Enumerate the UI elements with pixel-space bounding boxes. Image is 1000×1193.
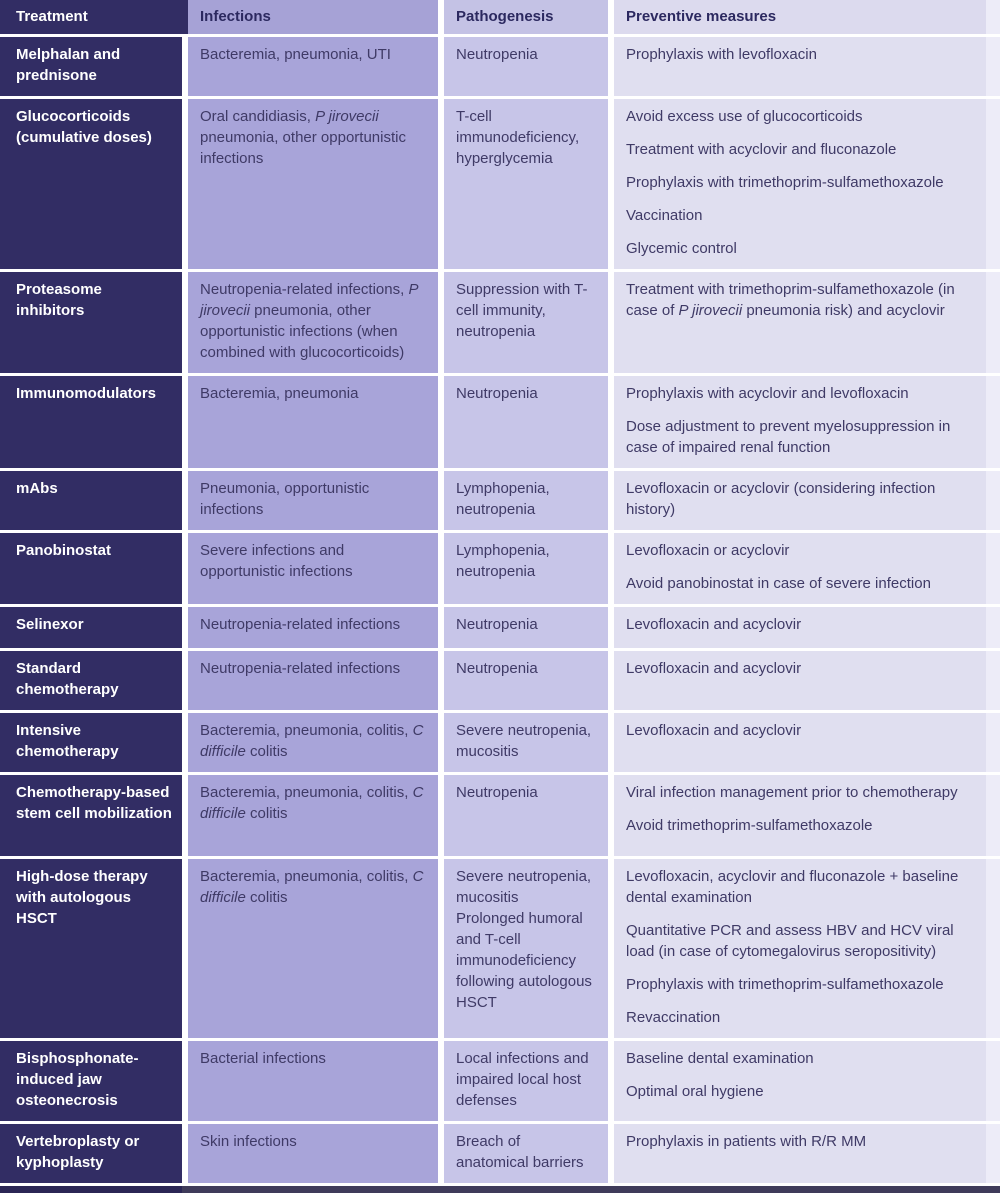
pathogenesis-cell: Lymphopenia, neutropenia xyxy=(444,471,608,530)
table-bottom-border xyxy=(0,1186,1000,1193)
table-right-edge xyxy=(986,651,1000,710)
table-right-edge xyxy=(986,99,1000,269)
infections-cell: Severe infections and opportunistic infections xyxy=(188,533,438,604)
table-row xyxy=(0,1124,1000,1183)
table-row xyxy=(0,713,1000,772)
table-row xyxy=(0,471,1000,530)
treatment-cell: Proteasome inhibitors xyxy=(0,272,182,373)
pathogenesis-cell: Lymphopenia, neutropenia xyxy=(444,533,608,604)
treatment-cell: mAbs xyxy=(0,471,182,530)
table-row xyxy=(0,376,1000,468)
preventive-measures-cell: Prophylaxis with levofloxacin xyxy=(614,37,986,96)
preventive-measures-cell: Baseline dental examination Optimal oral hygiene xyxy=(614,1041,986,1121)
infections-cell: Bacteremia, pneumonia xyxy=(188,376,438,468)
table-right-edge xyxy=(986,859,1000,1038)
pathogenesis-cell: Neutropenia xyxy=(444,607,608,648)
table-bottom-border-right xyxy=(182,1186,1000,1193)
table-right-edge xyxy=(986,272,1000,373)
table-row xyxy=(0,1041,1000,1121)
treatment-cell: Intensive chemotherapy xyxy=(0,713,182,772)
column-header-infections: Infections xyxy=(188,0,438,34)
preventive-measures-cell: Levofloxacin and acyclovir xyxy=(614,607,986,648)
pathogenesis-cell: Severe neutropenia, mucositis xyxy=(444,713,608,772)
infections-cell: Neutropenia-related infections xyxy=(188,651,438,710)
treatment-cell: Selinexor xyxy=(0,607,182,648)
preventive-measures-cell: Levofloxacin and acyclovir xyxy=(614,651,986,710)
infections-cell: Bacterial infections xyxy=(188,1041,438,1121)
table-header-row xyxy=(0,0,1000,34)
table-row xyxy=(0,37,1000,96)
infections-cell: Bacteremia, pneumonia, UTI xyxy=(188,37,438,96)
table-row xyxy=(0,533,1000,604)
preventive-measures-cell: Treatment with trimethoprim-sulfamethoxazole (in case of P jirovecii pneumonia risk) and acyclovir xyxy=(614,272,986,373)
column-header-pathogenesis: Pathogenesis xyxy=(444,0,608,34)
column-header-preventive-measures: Preventive measures xyxy=(614,0,986,34)
treatment-cell: Melphalan and prednisone xyxy=(0,37,182,96)
infections-cell: Neutropenia-related infections, P jirovecii pneumonia, other opportunistic infections (when combined with glucocorticoids) xyxy=(188,272,438,373)
pathogenesis-cell: Neutropenia xyxy=(444,651,608,710)
treatment-cell: Vertebroplasty or kyphoplasty xyxy=(0,1124,182,1183)
table-row xyxy=(0,99,1000,269)
pathogenesis-cell: Local infections and impaired local host defenses xyxy=(444,1041,608,1121)
preventive-measures-cell: Avoid excess use of glucocorticoids Treatment with acyclovir and fluconazole Prophylaxis with trimethoprim-sulfamethoxazole Vaccination Glycemic control xyxy=(614,99,986,269)
pathogenesis-cell: T-cell immunodeficiency, hyperglycemia xyxy=(444,99,608,269)
pathogenesis-cell: Neutropenia xyxy=(444,775,608,856)
treatment-cell: High-dose therapy with autologous HSCT xyxy=(0,859,182,1038)
treatment-cell: Bisphosphonate-induced jaw osteonecrosis xyxy=(0,1041,182,1121)
pathogenesis-cell: Neutropenia xyxy=(444,37,608,96)
table-right-edge xyxy=(986,0,1000,34)
table-row xyxy=(0,651,1000,710)
pathogenesis-cell: Breach of anatomical barriers xyxy=(444,1124,608,1183)
infections-cell: Neutropenia-related infections xyxy=(188,607,438,648)
preventive-measures-cell: Prophylaxis with acyclovir and levofloxacin Dose adjustment to prevent myelosuppression in case of impaired renal function xyxy=(614,376,986,468)
table-right-edge xyxy=(986,713,1000,772)
preventive-measures-cell: Levofloxacin or acyclovir Avoid panobinostat in case of severe infection xyxy=(614,533,986,604)
treatment-cell: Standard chemotherapy xyxy=(0,651,182,710)
treatment-cell: Chemotherapy-based stem cell mobilization xyxy=(0,775,182,856)
infections-cell: Bacteremia, pneumonia, colitis, C difficile colitis xyxy=(188,713,438,772)
table-right-edge xyxy=(986,533,1000,604)
table-right-edge xyxy=(986,37,1000,96)
infections-cell: Pneumonia, opportunistic infections xyxy=(188,471,438,530)
table-right-edge xyxy=(986,1124,1000,1183)
table-row xyxy=(0,272,1000,373)
column-header-treatment: Treatment xyxy=(0,0,182,34)
table-row xyxy=(0,775,1000,856)
pathogenesis-cell: Neutropenia xyxy=(444,376,608,468)
pathogenesis-cell: Severe neutropenia, mucositis Prolonged humoral and T-cell immunodeficiency following autologous HSCT xyxy=(444,859,608,1038)
preventive-measures-cell: Levofloxacin, acyclovir and fluconazole + baseline dental examination Quantitative PCR and assess HBV and HCV viral load (in case of cytomegalovirus seropositivity) Prophylaxis with trimethoprim-sulfamethoxazole Revaccination xyxy=(614,859,986,1038)
treatment-cell: Panobinostat xyxy=(0,533,182,604)
table-right-edge xyxy=(986,607,1000,648)
preventive-measures-cell: Prophylaxis in patients with R/R MM xyxy=(614,1124,986,1183)
table-row xyxy=(0,607,1000,648)
treatment-cell: Immunomodulators xyxy=(0,376,182,468)
infections-cell: Skin infections xyxy=(188,1124,438,1183)
preventive-measures-cell: Levofloxacin or acyclovir (considering infection history) xyxy=(614,471,986,530)
table-row xyxy=(0,859,1000,1038)
preventive-measures-cell: Viral infection management prior to chemotherapy Avoid trimethoprim-sulfamethoxazole xyxy=(614,775,986,856)
treatment-cell: Glucocorticoids (cumulative doses) xyxy=(0,99,182,269)
table-body xyxy=(0,37,1000,1183)
infections-cell: Oral candidiasis, P jirovecii pneumonia, other opportunistic infections xyxy=(188,99,438,269)
infections-cell: Bacteremia, pneumonia, colitis, C difficile colitis xyxy=(188,859,438,1038)
table-bottom-border-left xyxy=(0,1186,182,1193)
table-right-edge xyxy=(986,775,1000,856)
table-right-edge xyxy=(986,471,1000,530)
pathogenesis-cell: Suppression with T-cell immunity, neutropenia xyxy=(444,272,608,373)
preventive-measures-cell: Levofloxacin and acyclovir xyxy=(614,713,986,772)
table-right-edge xyxy=(986,1041,1000,1121)
table-right-edge xyxy=(986,376,1000,468)
infections-cell: Bacteremia, pneumonia, colitis, C difficile colitis xyxy=(188,775,438,856)
